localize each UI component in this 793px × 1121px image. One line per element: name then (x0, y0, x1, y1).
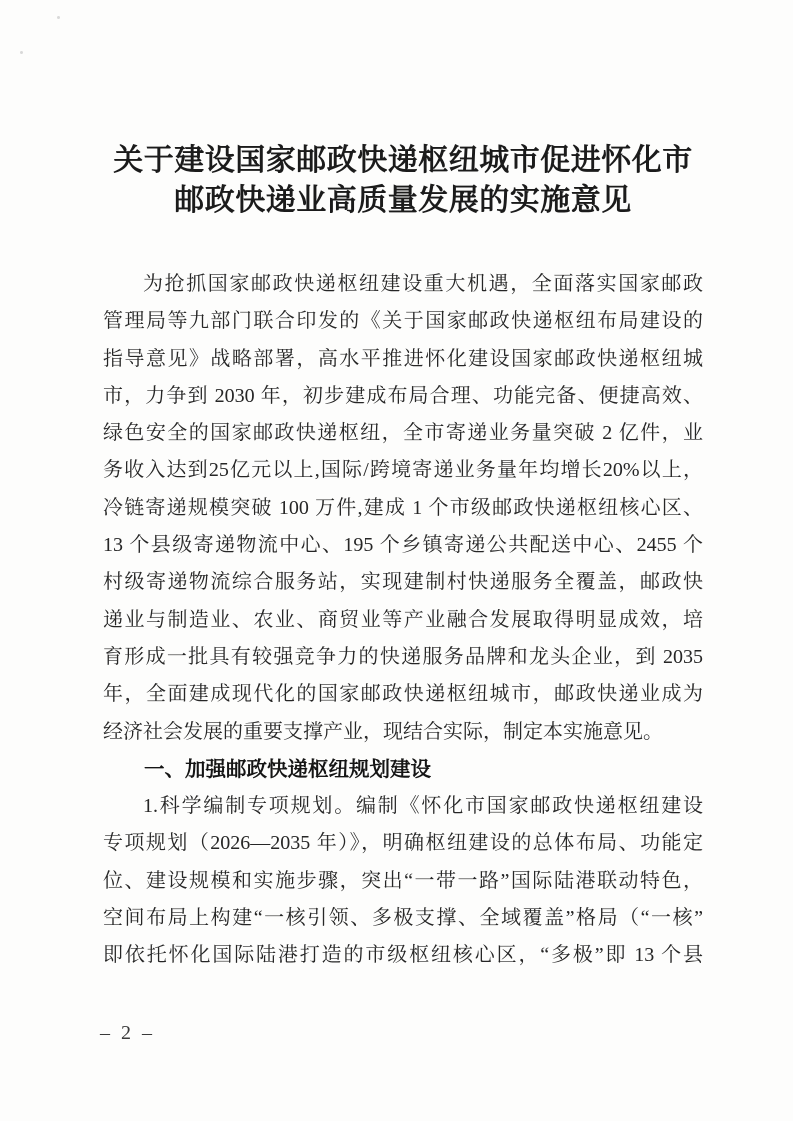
document-title (90, 141, 716, 221)
paragraph-line: 年，全面建成现代化的国家邮政快递枢纽城市，邮政快递业成为 (103, 683, 703, 706)
section-heading: 一、加强邮政快递枢纽规划建设 (144, 757, 431, 781)
paragraph-line: 专项规划（2026—2035 年）》，明确枢纽建设的总体布局、功能定 (103, 832, 703, 855)
scan-artifact (20, 51, 23, 54)
paragraph-line: 递业与制造业、农业、商贸业等产业融合发展取得明显成效，培 (103, 608, 703, 631)
paragraph-line: 空间布局上构建“一核引领、多极支撑、全域覆盖”格局（“一核” (103, 907, 703, 930)
paragraph-line: 市，力争到 2030 年，初步建成布局合理、功能完备、便捷高效、 (103, 384, 703, 407)
paragraph-line: 务收入达到25亿元以上,国际/跨境寄递业务量年均增长20%以上， (103, 459, 703, 482)
document-title-line2: 邮政快递业高质量发展的实施意见 (174, 184, 632, 217)
paragraph-line: 育形成一批具有较强竞争力的快递服务品牌和龙头企业，到 2035 (103, 645, 703, 668)
document-body (103, 266, 703, 975)
paragraph-line: 经济社会发展的重要支撑产业，现结合实际，制定本实施意见。 (103, 720, 663, 743)
paragraph-line: 指导意见》战略部署，高水平推进怀化建设国家邮政快递枢纽城 (103, 347, 703, 370)
paragraph-line: 村级寄递物流综合服务站，实现建制村快递服务全覆盖，邮政快 (103, 571, 703, 594)
paragraph-line: 即依托怀化国际陆港打造的市级枢纽核心区，“多极”即 13 个县 (103, 944, 703, 967)
paragraph-line: 位、建设规模和实施步骤，突出“一带一路”国际陆港联动特色， (103, 869, 703, 892)
paragraph-line: 冷链寄递规模突破 100 万件,建成 1 个市级邮政快递枢纽核心区、 (103, 496, 703, 519)
paragraph-line: 1.科学编制专项规划。编制《怀化市国家邮政快递枢纽建设 (143, 795, 703, 818)
document-title-line1: 关于建设国家邮政快递枢纽城市促进怀化市 (113, 144, 693, 177)
paragraph-line: 绿色安全的国家邮政快递枢纽，全市寄递业务量突破 2 亿件，业 (103, 422, 703, 445)
paragraph-line: 为抢抓国家邮政快递枢纽建设重大机遇，全面落实国家邮政 (143, 273, 703, 295)
paragraph-line: 管理局等九部门联合印发的《关于国家邮政快递枢纽布局建设的 (103, 310, 703, 333)
scan-artifact (57, 16, 60, 19)
page-number: – 2 – (100, 1022, 155, 1044)
paragraph-line: 13 个县级寄递物流中心、195 个乡镇寄递公共配送中心、2455 个 (103, 534, 703, 557)
